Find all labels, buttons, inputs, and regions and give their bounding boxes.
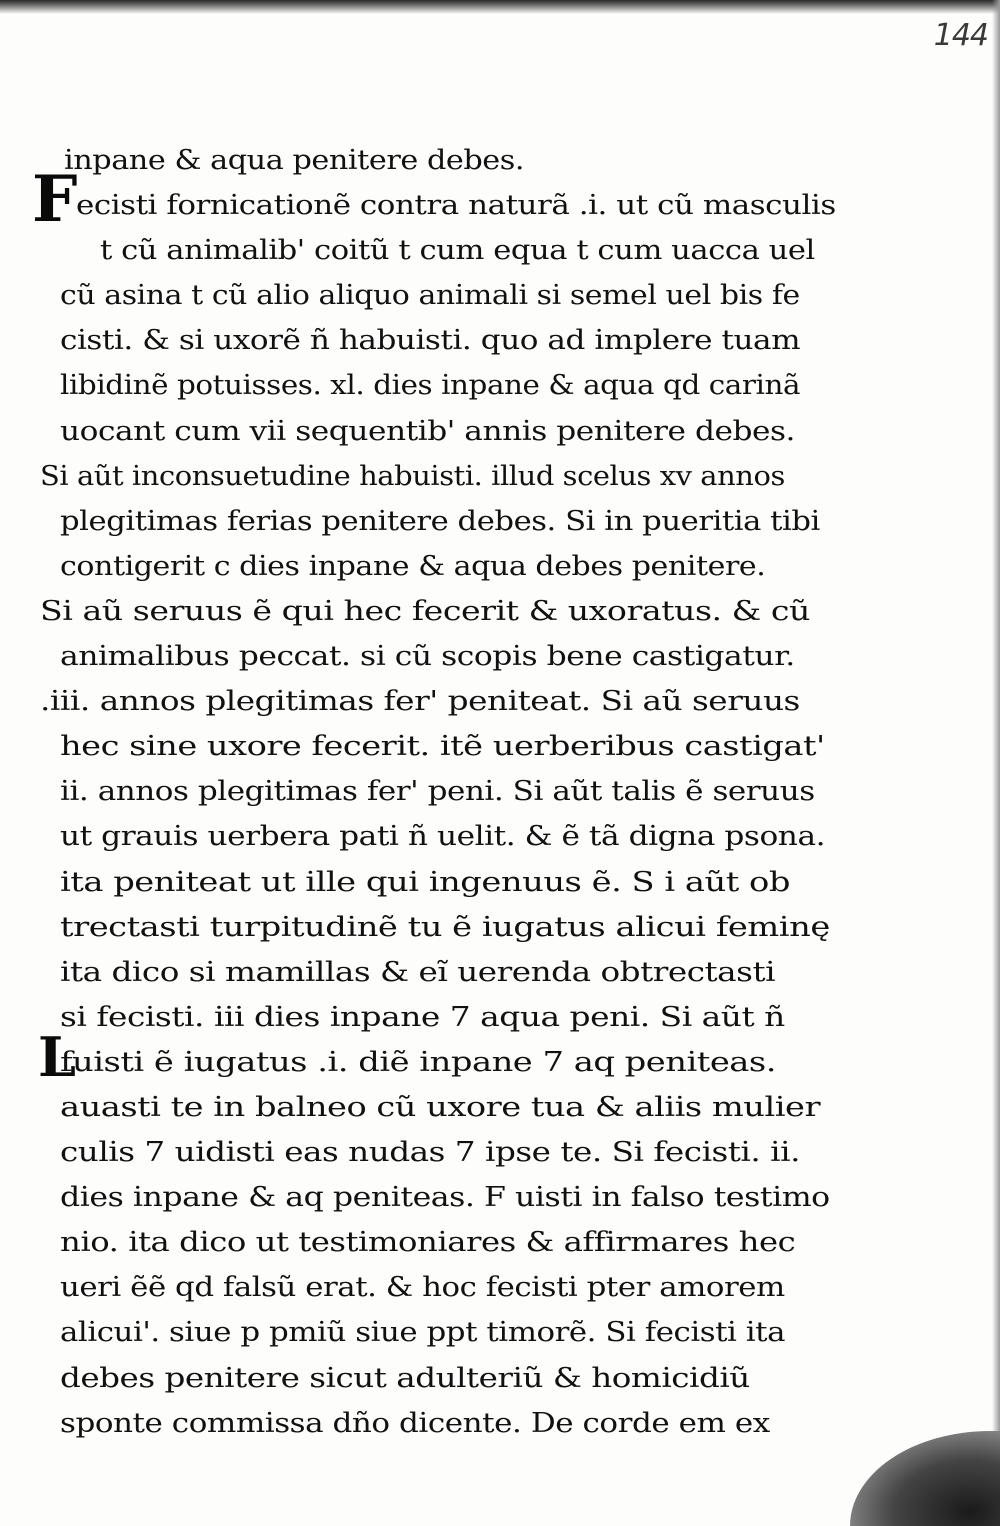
manuscript-line-text: contigerit c dies inpane & aqua debes penitere.: [60, 550, 766, 582]
manuscript-line-text: culis 7 uidisti eas nudas 7 ipse te. Si fecisti. ii.: [60, 1137, 800, 1169]
manuscript-line: [40, 679, 830, 724]
manuscript-line: [40, 905, 830, 950]
manuscript-line: [40, 363, 830, 408]
manuscript-line: [40, 544, 830, 589]
page-top-edge-shadow: [0, 0, 1000, 14]
decorated-initial-f: F: [32, 162, 78, 237]
manuscript-line: [40, 1040, 830, 1085]
manuscript-line-text: ueri ẽẽ qd falsũ erat. & hoc fecisti pter amorem: [60, 1272, 785, 1304]
thumb-shadow: [850, 1431, 1000, 1526]
manuscript-line-text: ecisti fornicationẽ contra naturã .i. ut cũ masculis: [76, 190, 836, 222]
manuscript-line-text: inpane & aqua penitere debes.: [64, 145, 525, 176]
manuscript-line-text: hec sine uxore fecerit. itẽ uerberibus castigat': [60, 731, 825, 763]
manuscript-line-text: debes penitere sicut adulteriũ & homicidiũ: [60, 1362, 750, 1394]
manuscript-line-text: sponte commissa dño dicente. De corde em ex: [60, 1407, 770, 1439]
manuscript-line-text: si fecisti. iii dies inpane 7 aqua peni. Si aũt ñ: [60, 1001, 785, 1033]
manuscript-line: [40, 769, 830, 814]
manuscript-line-text: nio. ita dico ut testimoniares & affirmares hec: [60, 1227, 796, 1259]
manuscript-line: [40, 273, 830, 318]
manuscript-line-text: ut grauis uerbera pati ñ uelit. & ẽ tã digna psona.: [60, 821, 826, 853]
manuscript-line: [40, 589, 830, 634]
manuscript-line: [40, 860, 830, 905]
manuscript-line: [40, 138, 830, 183]
manuscript-line: [40, 499, 830, 544]
manuscript-line-text: trectasti turpitudinẽ tu ẽ iugatus alicui feminę: [60, 911, 830, 943]
manuscript-line: [40, 409, 830, 454]
manuscript-line: [40, 454, 830, 499]
manuscript-line: [40, 1356, 830, 1401]
manuscript-line-text: Si aũt inconsuetudine habuisti. illud scelus xv annos: [40, 460, 785, 492]
manuscript-line: [40, 228, 830, 273]
folio-number: 144: [933, 18, 988, 53]
manuscript-line-text: uocant cum vii sequentib' annis penitere debes.: [60, 415, 796, 447]
manuscript-line-text: .iii. annos plegitimas fer' peniteat. Si aũ seruus: [40, 686, 800, 718]
manuscript-line: [40, 1401, 830, 1446]
manuscript-line: [40, 634, 830, 679]
page-right-edge-shadow: [992, 0, 1000, 1526]
decorated-initial-l: L: [38, 1025, 76, 1089]
manuscript-line-text: plegitimas ferias penitere debes. Si in pueritia tibi: [60, 505, 820, 537]
manuscript-line-text: alicui'. siue p pmiũ siue ppt timorẽ. Si fecisti ita: [60, 1317, 786, 1349]
manuscript-line-text: animalibus peccat. si cũ scopis bene castigatur.: [60, 641, 795, 673]
manuscript-line: [40, 1175, 830, 1220]
manuscript-line-text: ita peniteat ut ille qui ingenuus ẽ. S i aũt ob: [60, 866, 790, 898]
manuscript-line: [40, 724, 830, 769]
manuscript-line: [40, 1310, 830, 1355]
manuscript-line: [40, 183, 836, 228]
manuscript-line: [40, 1265, 830, 1310]
manuscript-line-text: ii. annos plegitimas fer' peni. Si aũt talis ẽ seruus: [60, 776, 815, 808]
manuscript-text-block: [40, 138, 836, 1446]
manuscript-line-text: t cũ animalib' coitũ t cum equa t cum uacca uel: [100, 235, 815, 267]
manuscript-line-text: libidinẽ potuisses. xl. dies inpane & aqua qd carinã: [60, 370, 801, 402]
manuscript-line-text: auasti te in balneo cũ uxore tua & aliis mulier: [60, 1091, 821, 1123]
manuscript-line: [40, 1130, 830, 1175]
manuscript-line: [40, 318, 830, 363]
manuscript-line-text: cisti. & si uxorẽ ñ habuisti. quo ad implere tuam: [60, 325, 801, 357]
manuscript-line: [40, 1085, 830, 1130]
manuscript-line-text: dies inpane & aq peniteas. F uisti in falso testimo: [60, 1182, 830, 1214]
manuscript-line: [40, 950, 830, 995]
manuscript-line-text: cũ asina t cũ alio aliquo animali si semel uel bis fe: [60, 280, 800, 312]
manuscript-line-text: Si aũ seruus ẽ qui hec fecerit & uxoratus. & cũ: [40, 595, 810, 627]
manuscript-line-text: fuisti ẽ iugatus .i. diẽ inpane 7 aq peniteas.: [60, 1046, 776, 1078]
manuscript-line: [40, 995, 830, 1040]
manuscript-line-text: ita dico si mamillas & eĩ uerenda obtrectasti: [60, 956, 776, 988]
manuscript-line: [40, 1220, 830, 1265]
manuscript-line: [40, 814, 830, 859]
